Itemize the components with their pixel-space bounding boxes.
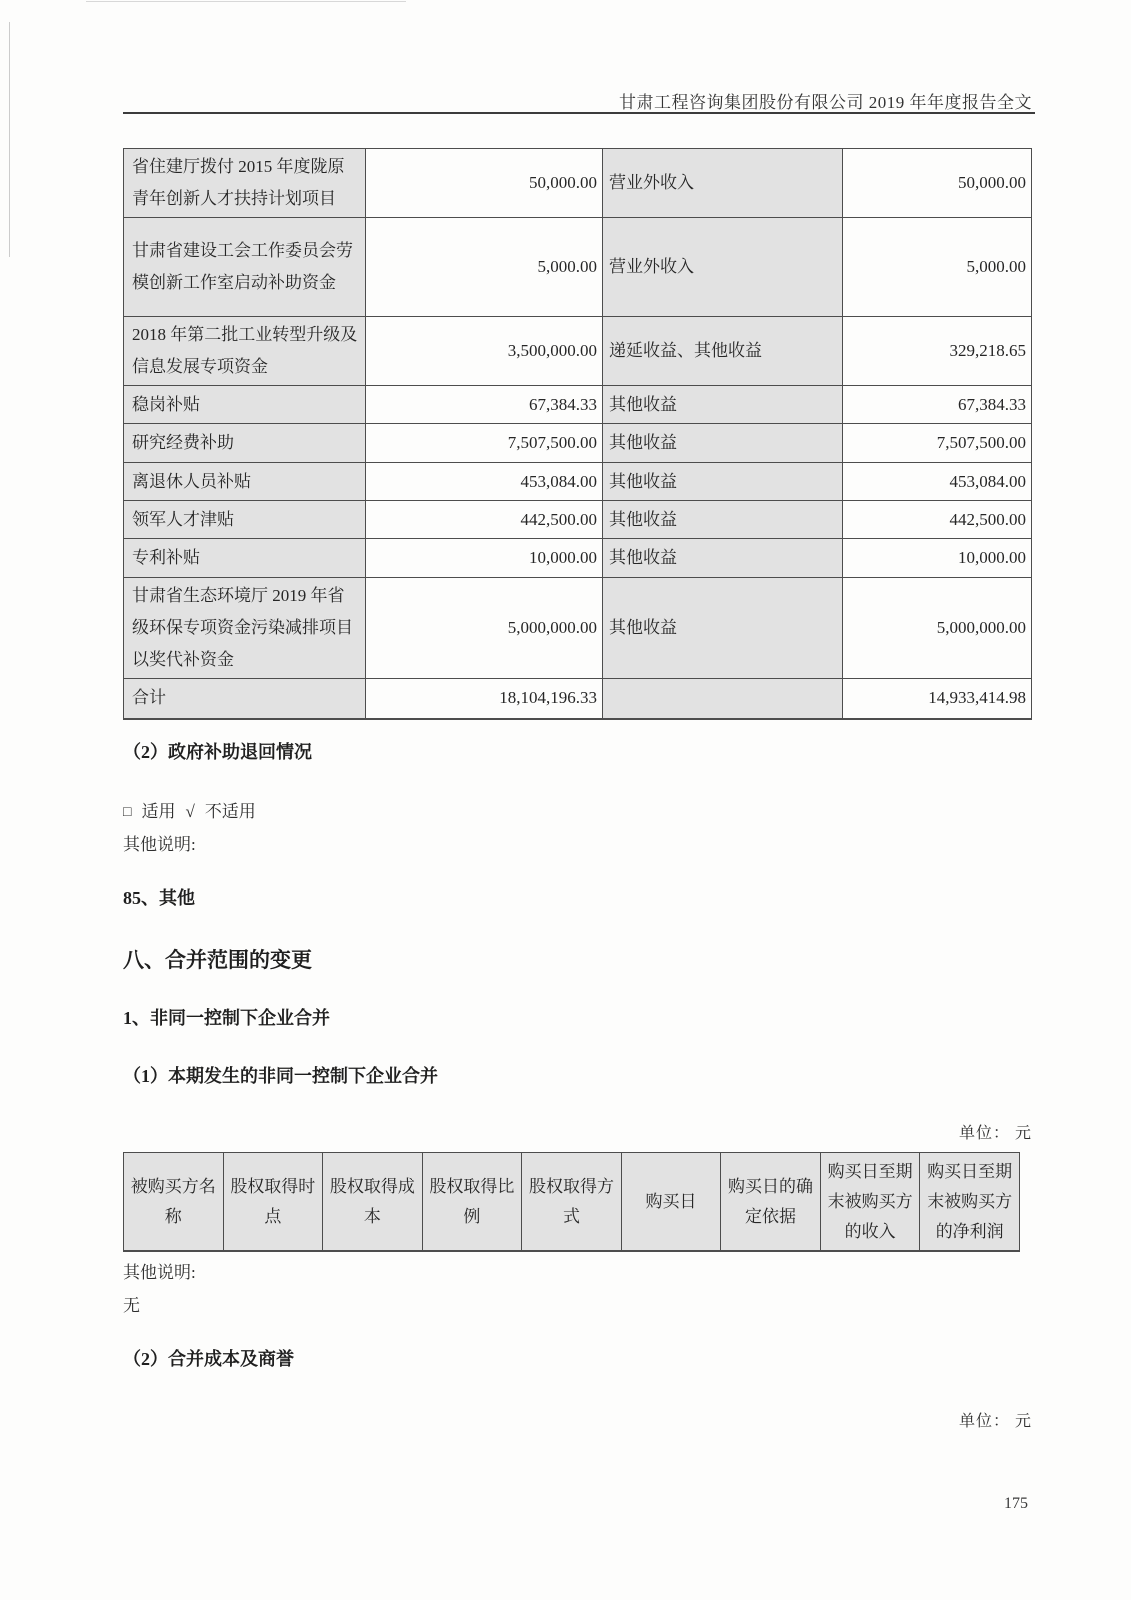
- subsidy-item: 甘肃省生态环境厅 2019 年省级环保专项资金污染减排项目以奖代补资金: [124, 578, 366, 679]
- subsidy-category: 递延收益、其他收益: [603, 317, 843, 386]
- header-divider: [123, 112, 1035, 114]
- subsidy-period-amount: 5,000.00: [843, 218, 1032, 317]
- section-heading-merger-cost: （2）合并成本及商誉: [123, 1349, 294, 1369]
- government-subsidy-table: [123, 148, 1032, 720]
- subsidy-category: 其他收益: [603, 501, 843, 539]
- page-number: 175: [1004, 1495, 1028, 1512]
- section-heading-subsidy-return: （2）政府补助退回情况: [123, 742, 312, 762]
- section-heading-other: 85、其他: [123, 888, 195, 908]
- subsidy-period-amount: 50,000.00: [843, 149, 1032, 218]
- table-row: [124, 386, 1032, 424]
- total-amount: 18,104,196.33: [366, 679, 603, 719]
- column-header: 股权取得比例: [422, 1153, 522, 1252]
- subsidy-amount: 7,507,500.00: [366, 424, 603, 463]
- applicable-label: 适用: [141, 802, 176, 821]
- subsidy-category: 营业外收入: [603, 218, 843, 317]
- column-header: 股权取得方式: [522, 1153, 622, 1252]
- subsidy-category: 其他收益: [603, 463, 843, 501]
- scan-edge-artifact: [86, 1, 406, 2]
- table-row: [124, 463, 1032, 501]
- subsidy-period-amount: 5,000,000.00: [843, 578, 1032, 679]
- table-total-row: [124, 679, 1032, 719]
- checkbox-unchecked-icon: □: [123, 805, 132, 820]
- table-row: [124, 424, 1032, 463]
- column-header: 股权取得成本: [323, 1153, 423, 1252]
- subsidy-item: 稳岗补贴: [124, 386, 366, 424]
- subsidy-period-amount: 10,000.00: [843, 539, 1032, 578]
- subsidy-amount: 5,000.00: [366, 218, 603, 317]
- table-row: [124, 218, 1032, 317]
- subsidy-table-wrapper: [123, 148, 1032, 720]
- merger-table-wrapper: [123, 1152, 1020, 1252]
- table-header-row: [124, 1153, 1020, 1252]
- subsidy-item: 2018 年第二批工业转型升级及信息发展专项资金: [124, 317, 366, 386]
- subsidy-item: 专利补贴: [124, 539, 366, 578]
- subsidy-category: 其他收益: [603, 578, 843, 679]
- subsidy-item: 甘肃省建设工会工作委员会劳模创新工作室启动补助资金: [124, 218, 366, 317]
- subsidy-amount: 10,000.00: [366, 539, 603, 578]
- column-header: 购买日: [621, 1153, 721, 1252]
- subsidy-category: 其他收益: [603, 386, 843, 424]
- table-row: [124, 501, 1032, 539]
- table-row: [124, 578, 1032, 679]
- not-applicable-label: 不适用: [204, 802, 256, 821]
- checkmark-icon: √: [185, 802, 195, 821]
- subsidy-amount: 3,500,000.00: [366, 317, 603, 386]
- column-header: 购买日至期末被购买方的收入: [820, 1153, 920, 1252]
- subsidy-amount: 50,000.00: [366, 149, 603, 218]
- unit-label: 单位： 元: [958, 1125, 1032, 1142]
- subsidy-period-amount: 442,500.00: [843, 501, 1032, 539]
- subsidy-item: 领军人才津贴: [124, 501, 366, 539]
- subsidy-category: 营业外收入: [603, 149, 843, 218]
- subsidy-amount: 5,000,000.00: [366, 578, 603, 679]
- total-category-empty: [603, 679, 843, 719]
- column-header: 购买日的确定依据: [721, 1153, 821, 1252]
- subsidy-category: 其他收益: [603, 424, 843, 463]
- column-header: 购买日至期末被购买方的净利润: [920, 1153, 1020, 1252]
- subsidy-amount: 453,084.00: [366, 463, 603, 501]
- subsidy-amount: 67,384.33: [366, 386, 603, 424]
- other-note-label: 其他说明:: [123, 835, 196, 854]
- subsidy-item: 离退休人员补贴: [124, 463, 366, 501]
- section-heading-non-common-control: 1、非同一控制下企业合并: [123, 1008, 330, 1028]
- subsidy-period-amount: 67,384.33: [843, 386, 1032, 424]
- subsidy-item: 省住建厅拨付 2015 年度陇原青年创新人才扶持计划项目: [124, 149, 366, 218]
- report-header-title: 甘肃工程咨询集团股份有限公司 2019 年年度报告全文: [619, 93, 1032, 112]
- unit-label: 单位： 元: [958, 1413, 1032, 1430]
- subsidy-item: 研究经费补助: [124, 424, 366, 463]
- table-row: [124, 317, 1032, 386]
- column-header: 股权取得时点: [223, 1153, 323, 1252]
- table-row: [124, 539, 1032, 578]
- other-note-label: 其他说明:: [123, 1263, 196, 1282]
- applicable-options: [123, 797, 266, 822]
- subsidy-category: 其他收益: [603, 539, 843, 578]
- section-heading-current-merger: （1）本期发生的非同一控制下企业合并: [123, 1066, 438, 1086]
- table-row: [124, 149, 1032, 218]
- subsidy-period-amount: 7,507,500.00: [843, 424, 1032, 463]
- subsidy-period-amount: 329,218.65: [843, 317, 1032, 386]
- section-heading-merger-scope: 八、合并范围的变更: [123, 948, 312, 972]
- scan-edge-artifact: [9, 22, 10, 257]
- total-period-amount: 14,933,414.98: [843, 679, 1032, 719]
- subsidy-amount: 442,500.00: [366, 501, 603, 539]
- total-label: 合计: [124, 679, 366, 719]
- business-combination-table: [123, 1152, 1020, 1252]
- none-text: 无: [123, 1296, 140, 1315]
- column-header: 被购买方名称: [124, 1153, 224, 1252]
- subsidy-period-amount: 453,084.00: [843, 463, 1032, 501]
